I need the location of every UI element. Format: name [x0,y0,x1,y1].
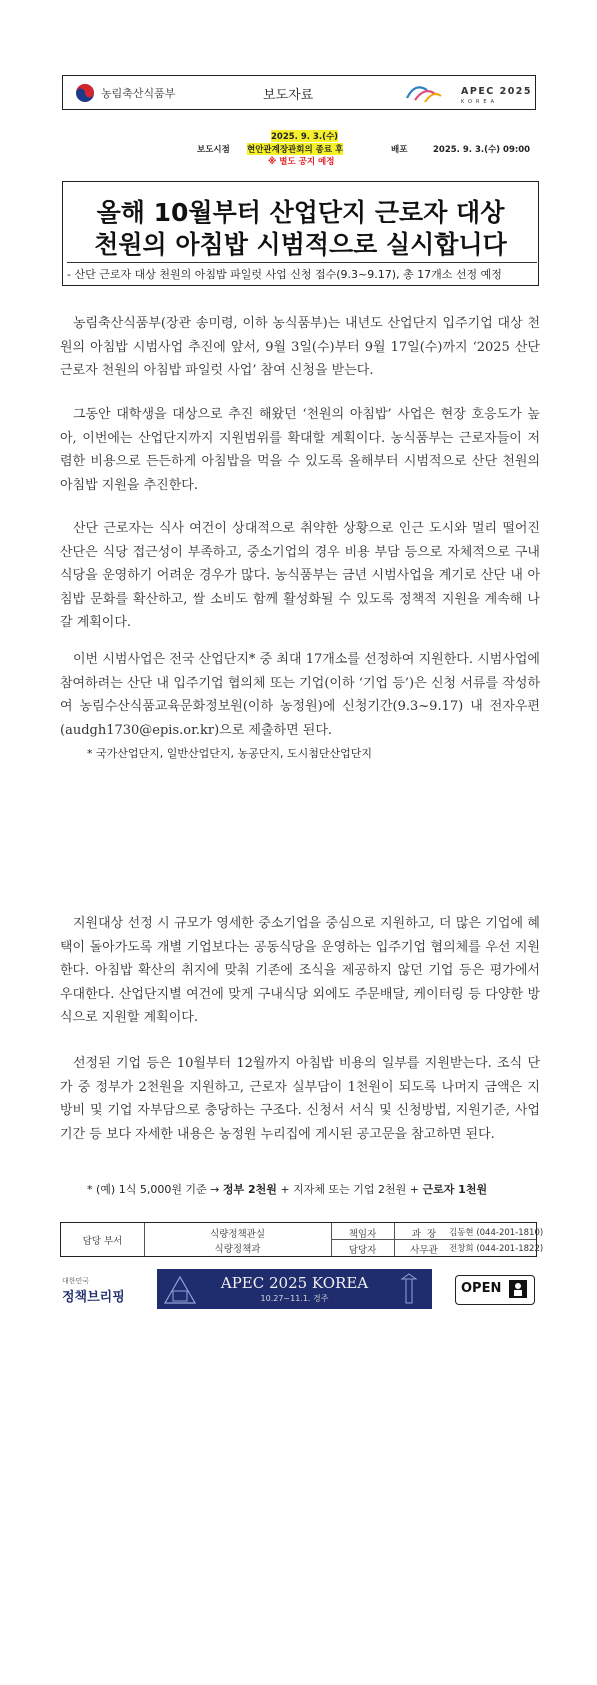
dept-office: 식량정책관실 [209,1229,266,1240]
cost-example-prefix: * (예) 1식 5,000원 기준 → [87,1183,223,1196]
apec-banner[interactable] [157,1269,432,1309]
dept-label: 담당 부서 [82,1236,123,1247]
separate-notice: ※ 별도 공지 예정 [268,157,335,167]
footnote-cost-example [87,1181,487,1197]
cost-middle: + 지자체 또는 기업 2천원 + [276,1183,423,1196]
role-head: 책임자 [348,1229,377,1240]
role-staff: 담당자 [348,1245,377,1256]
name-staff: 전창희 (044-201-1822) [449,1244,544,1254]
name-head: 김동현 (044-201-1810) [449,1228,544,1238]
headline-subtitle: - 산단 근로자 대상 천원의 아침밥 파일럿 사업 신청 접수(9.3~9.17), 총 17개소 선정 예정 [67,262,537,282]
release-date-highlight: 2025. 9. 3.(수) [271,132,339,142]
cost-gov: 정부 2천원 [222,1183,277,1196]
apec-logo-sub: KOREA [461,99,498,105]
distribute-label: 배포 [391,145,408,155]
open-license-badge[interactable] [455,1275,535,1305]
paragraph-3: 산단 근로자는 식사 여건이 상대적으로 취약한 상황으로 인근 도시와 멀리 떨어진 산단은 식당 접근성이 부족하고, 중소기업의 경우 비용 부담 등으로 자체적으로 구내식당을 운영하기 어려운 경우가 많다. 농식품부는 금년 시범사업을 계기로 산단 내 아침밥 문화를 확산하고, 쌀 소비도 함께 활성화될 수 있도록 정책적 지원을 계속해 나갈 계획이다. [60,521,540,630]
contact-table [60,1222,544,1257]
title-head: 과 장 [411,1229,437,1240]
apec-logo-icon [403,80,533,106]
dept-division: 식량정책과 [214,1244,261,1255]
distribute-time: 2025. 9. 3.(수) 09:00 [433,145,531,155]
paragraph-1: 농림축산식품부(장관 송미령, 이하 농식품부)는 내년도 산업단지 입주기업 대상 천원의 아침밥 시범사업 추진에 앞서, 9월 3일(수)부터 9월 17일(수)까지 ‘2025 산단 근로자 천원의 아침밥 파일럿 사업’ 참여 신청을 받는다. [60,316,540,378]
headline-box [62,181,539,286]
title-staff: 사무관 [410,1245,438,1256]
policy-briefing-logo[interactable] [62,1276,132,1308]
person-license-icon [509,1280,527,1298]
paragraph-6: 선정된 기업 등은 10월부터 12월까지 아침밥 비용의 일부를 지원받는다. 조식 단가 중 정부가 2천원을 지원하고, 근로자 실부담이 1천원이 되도록 나머지 금액은 지방비 및 기업 자부담으로 충당하는 구조다. 신청서 서식 및 신청방법, 지원기준, 사업 기간 등 보다 자세한 내용은 농정원 누리집에 게시된 공고문을 참고하면 된다. [60,1056,540,1142]
brief-main-text: 정책브리핑 [62,1290,125,1305]
cost-worker: 근로자 1천원 [422,1183,488,1196]
doc-type-title: 보도자료 [263,88,314,103]
release-condition-highlight: 현안관계장관회의 종료 후 [247,145,344,155]
banner-sub-text: 10.27~11.1. 경주 [260,1294,329,1303]
open-label: OPEN [461,1281,502,1296]
release-time-label: 보도시점 [197,145,230,155]
ministry-name: 농림축산식품부 [101,87,176,100]
brief-small-text: 대한민국 [62,1277,90,1285]
taegeuk-logo-icon [75,83,95,103]
paragraph-5: 지원대상 선정 시 규모가 영세한 중소기업을 중심으로 지원하고, 더 많은 기업에 혜택이 돌아가도록 개별 기업보다는 공동식당을 운영하는 입주기업 협의체를 우선 지원한다. 아침밥 확산의 취지에 맞춰 기존에 조식을 제공하지 않던 기업 등은 평가에서 우대한다. 산업단지별 여건에 맞게 구내식당 외에도 주문배달, 케이터링 등 다양한 방식으로 지원할 계획이다. [60,916,540,1025]
paragraph-4: 이번 시범사업은 전국 산업단지* 중 최대 17개소를 선정하여 지원한다. 시범사업에 참여하려는 산단 내 입주기업 협의체 또는 기업(이하 ‘기업 등’)은 신청 서류를 작성하여 농림수산식품교육문화정보원(이하 농정원)에 신청기간(9.3~9.17) 내 전자우편(audgh1730@epis.or.kr)으로 제출하면 된다. [60,652,540,738]
footnote-industrial-complex: * 국가산업단지, 일반산업단지, 농공단지, 도시첨단산업단지 [87,747,372,760]
paragraph-2: 그동안 대학생을 대상으로 추진 해왔던 ‘천원의 아침밥’ 사업은 현장 호응도가 높아, 이번에는 산업단지까지 지원범위를 확대할 계획이다. 농식품부는 근로자들이 저렴한 비용으로 든든하게 아침밥을 먹을 수 있도록 올해부터 시범적으로 산단 천원의 아침밥 지원을 추진한다. [60,407,540,493]
headline-line-2: 천원의 아침밥 시범적으로 실시합니다 [94,230,507,259]
tower-illustration-icon [392,1273,426,1305]
headline-line-1: 올해 10월부터 산업단지 근로자 대상 [96,198,505,227]
apec-logo-text: APEC 2025 [461,86,533,97]
header-box [62,75,536,110]
banner-main-text: APEC 2025 KOREA [220,1274,369,1292]
